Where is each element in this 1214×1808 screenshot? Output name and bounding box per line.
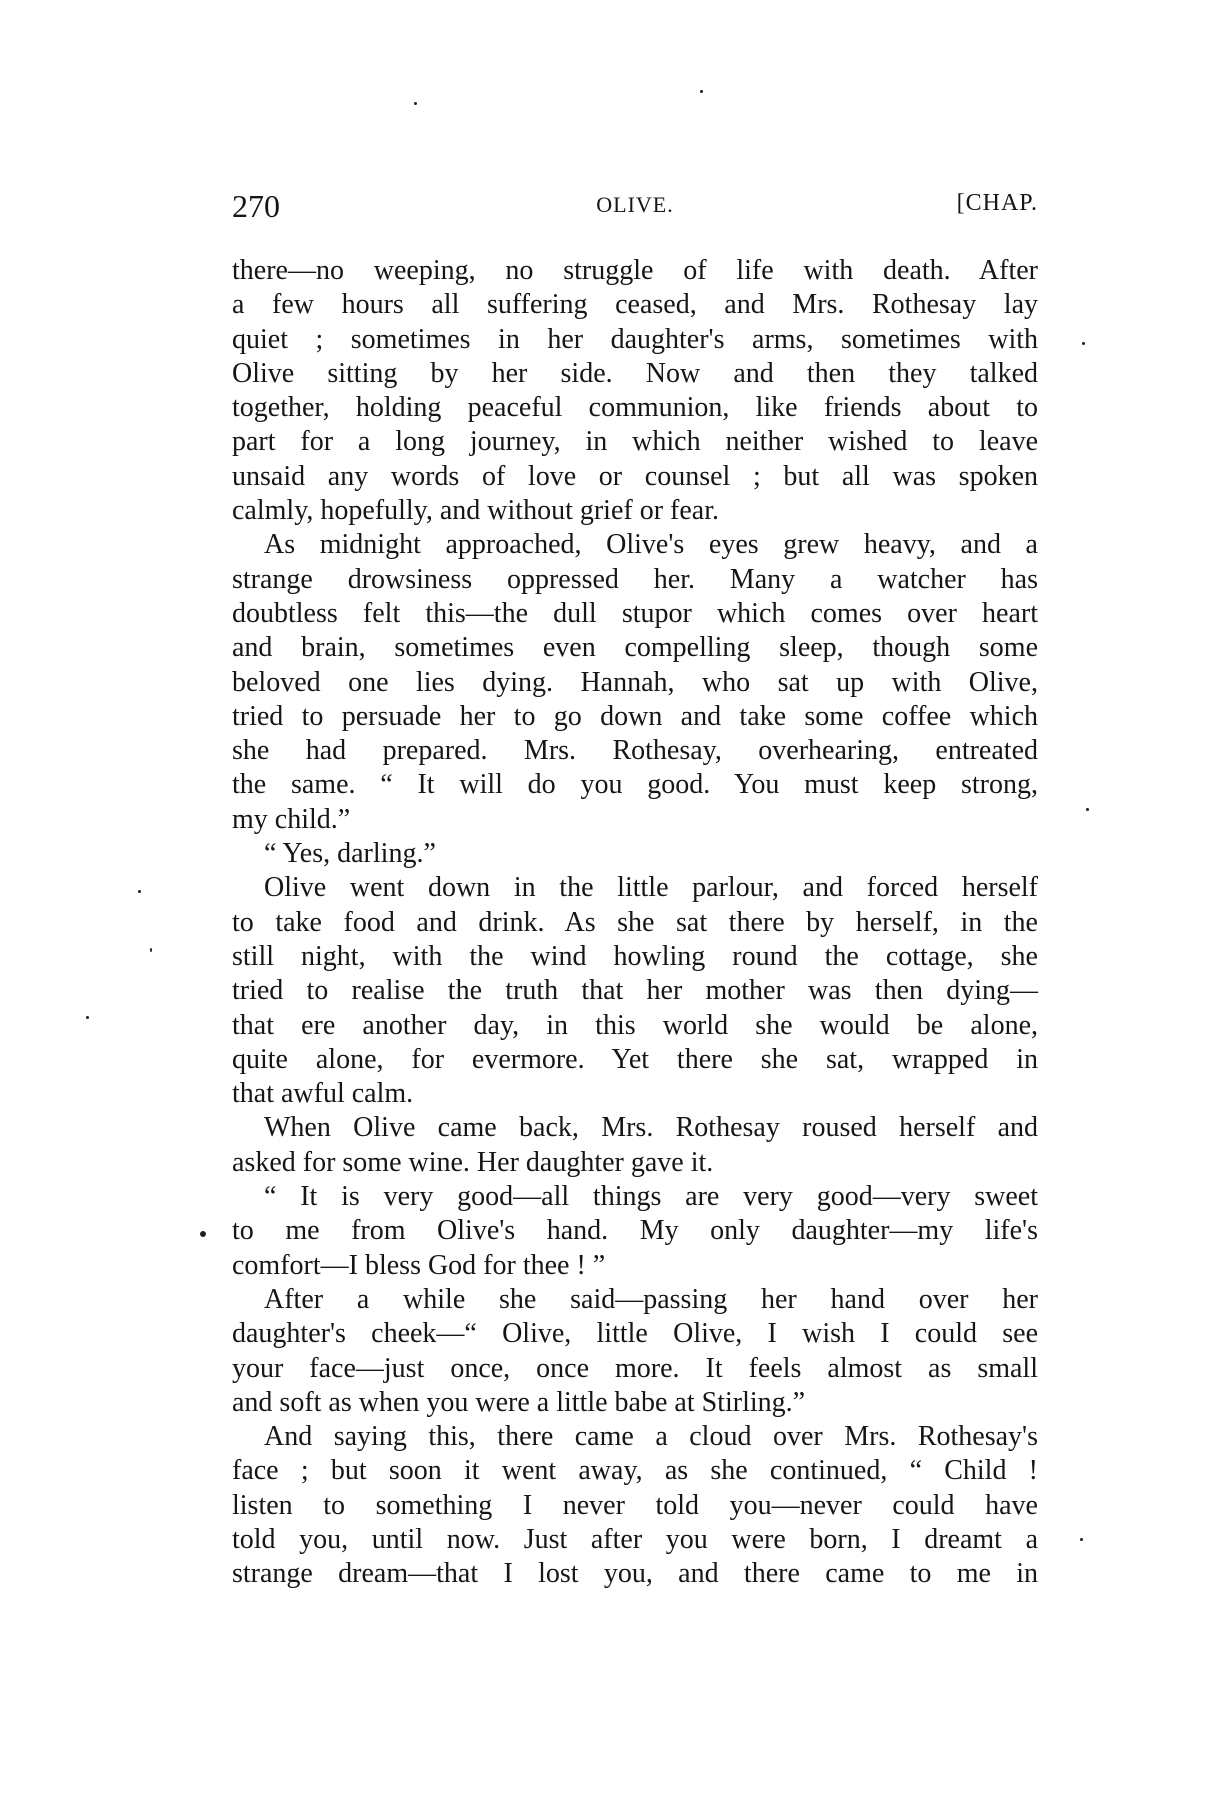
scan-speck [150,948,152,952]
text-line: strange dream—that I lost you, and there came to me in [232,1558,1038,1590]
text-line: and soft as when you were a little babe at Stirling.” [232,1386,806,1418]
text-line: part for a long journey, in which neither wished to leave [232,426,1038,458]
text-line: a few hours all suffering ceased, and Mrs. Rothesay lay [232,289,1038,321]
scan-speck [1080,1538,1083,1541]
text-line: As midnight approached, Olive's eyes grew heavy, and a [264,529,1038,561]
scan-speck [200,1231,206,1237]
text-line: face ; but soon it went away, as she continued, “ Child ! [232,1455,1038,1487]
text-line: And saying this, there came a cloud over Mrs. Rothesay's [264,1421,1038,1453]
text-line: asked for some wine. Her daughter gave it. [232,1146,714,1178]
text-line: to me from Olive's hand. My only daughter—my life's [232,1215,1038,1247]
text-line: that ere another day, in this world she would be alone, [232,1009,1038,1041]
text-line: there—no weeping, no struggle of life with death. After [232,255,1038,286]
text-line: my child.” [232,803,351,835]
text-line: “ Yes, darling.” [264,838,436,870]
text-line: comfort—I bless God for thee ! ” [232,1249,606,1281]
page-header [232,188,1038,236]
text-line: quiet ; sometimes in her daughter's arms, sometimes with [232,323,1038,355]
text-line: together, holding peaceful communion, like friends about to [232,392,1038,424]
text-line: After a while she said—passing her hand over her [264,1283,1038,1315]
scan-speck [1082,342,1085,345]
text-line: “ It is very good—all things are very good—very sweet [264,1181,1038,1213]
text-line: to take food and drink. As she sat there by herself, in the [232,906,1038,938]
text-line: she had prepared. Mrs. Rothesay, overhearing, entreated [232,735,1038,767]
page-number: 270 [232,188,280,224]
scan-speck [414,102,417,105]
text-line: unsaid any words of love or counsel ; but all was spoken [232,460,1038,492]
scan-speck [1086,808,1089,811]
text-line: tried to realise the truth that her mother was then dying— [232,975,1038,1007]
text-line: the same. “ It will do you good. You must keep strong, [232,769,1038,801]
scan-speck [700,90,703,93]
text-line: tried to persuade her to go down and take some coffee which [232,700,1038,732]
scan-speck [86,1016,89,1019]
text-line: beloved one lies dying. Hannah, who sat up with Olive, [232,666,1038,698]
body-text [232,254,1038,1592]
text-line: your face—just once, once more. It feels almost as small [232,1352,1038,1384]
text-line: Olive went down in the little parlour, and forced herself [264,872,1038,904]
text-line: daughter's cheek—“ Olive, little Olive, I wish I could see [232,1318,1038,1350]
text-line: and brain, sometimes even compelling sleep, though some [232,632,1038,664]
text-line: still night, with the wind howling round the cottage, she [232,940,1038,972]
text-line: that awful calm. [232,1078,414,1110]
text-line: calmly, hopefully, and without grief or fear. [232,495,719,527]
chapter-marker: [CHAP. [956,190,1038,216]
scan-speck [138,890,141,893]
text-line: doubtless felt this—the dull stupor which comes over heart [232,597,1038,629]
text-line: told you, until now. Just after you were born, I dreamt a [232,1523,1038,1555]
text-line: When Olive came back, Mrs. Rothesay roused herself and [264,1112,1038,1144]
text-line: listen to something I never told you—never could have [232,1489,1038,1521]
text-line: strange drowsiness oppressed her. Many a watcher has [232,563,1038,595]
text-line: quite alone, for evermore. Yet there she sat, wrapped in [232,1043,1038,1075]
running-title: OLIVE. [596,192,674,217]
text-line: Olive sitting by her side. Now and then they talked [232,357,1038,389]
